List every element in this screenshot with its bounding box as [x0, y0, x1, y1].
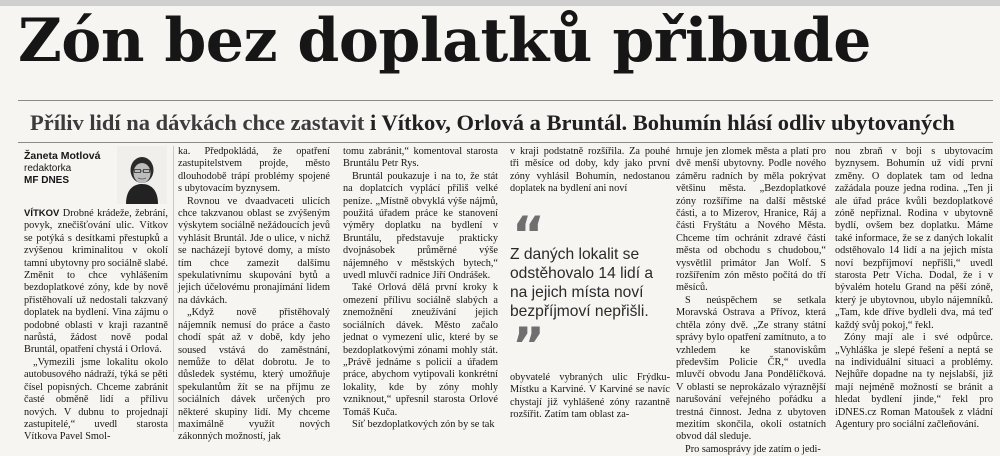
paragraph: „Vymezili jsme lokalitu okolo autobusového nádraží, týká se pěti čísel popisných. Chceme zabránit časté obměně lidí a přílivu nových. V dubnu to projednají zastupitelé,“ uvedl starosta Vítkova Pavel Smol- [24, 356, 168, 443]
divider [18, 142, 993, 143]
paragraph: Pro samosprávy jde zatím o jedi- [685, 443, 821, 455]
author-name: Žaneta Motlová [24, 150, 101, 162]
dateline: VÍTKOV [24, 208, 60, 219]
paragraph: Rovnou ve dvaadvaceti ulicích chce takzvanou oblast se zvýšeným výskytem sociálně nežádoucích jevů vyhlásit Bruntál. Jde o ulice, v nichž se nacházejí bytové domy, a místo tím chce zamezit dalšímu spekulativnímu skupování bytů a jejich účelovému pronajímání lidem na dávkách. [178, 195, 330, 306]
paragraph: „Když nově přistěhovalý nájemník nemusí do práce a často chodí spát až v době, kdy jeho soused vstává do zaměstnání, nemůže to dělat dobrotu. Je to důsledek systému, který umožňuje spekulantům žít se na příjmu ze sociálních dávek určených pro některé skupiny lidí. My chceme maximálně využít nových zákonných možností, jak [178, 307, 330, 443]
paragraph [24, 208, 168, 357]
subheadline-part-a: Příliv lidí na dávkách chce zastavit [30, 110, 370, 135]
paragraph: tomu zabránit,“ komentoval starosta Bruntálu Petr Rys. [343, 146, 498, 170]
paragraph: Síť bezdoplatkových zón by se tak [352, 418, 495, 430]
author-byline [24, 150, 114, 200]
article-column-5 [676, 146, 826, 455]
article-column-6 [835, 146, 993, 432]
headline: Zón bez doplatků přibude [18, 6, 871, 76]
subheadline [30, 108, 985, 138]
article-column-3 [343, 146, 498, 432]
article-column-1 [24, 208, 168, 443]
paragraph: Bruntál poukazuje i na to, že stát na doplatcích vyplácí příliš velké peníze. „Místně obvyklá výše nájmů, použitá úřadem práce ke stanovení výměry doplatku na bydlení v Bruntálu, představuje prakticky dvojnásobek průměrné výše nájemného v městských bytech,“ uvedl mluvčí radnice Jiří Ondrášek. [343, 170, 498, 282]
paragraph: v kraji podstatně rozšířila. Za pouhé tři měsíce od doby, kdy jako první zóny vyhlásil Bohumín, nedostanou doplatek na bydlení ani noví [510, 146, 670, 195]
paragraph: S neúspěchem se setkala Moravská Ostrava a Přívoz, která chtěla zóny dvě. „Ze strany státní správy bylo opatření zamítnuto, a to vzhledem ke stanoviskům především Policie ČR,“ uvedla mluvčí obvodu Jana Pondělíčková. V oblasti se neprokázalo výraznější narušování veřejného pořádku a trestná činnost. Jedna z ubytoven mezitím skončila, okolí ostatních obvod dál sleduje. [676, 294, 826, 443]
paragraph: ka. Předpokládá, že opatření zastupitelstvem projde, město dlouhodobě trápí problémy spojené s ubytovacím byznysem. [178, 146, 330, 195]
paragraph: Také Orlová dělá první kroky k omezení přílivu sociálně slabých a znemožnění zneužívání jejich sociálních dávek. Město začalo jednat o vymezení ulic, které by se bezdoplatkovými zónami mohly stát. „Právě jednáme s policií a úřadem práce, abychom vytipovali konkrétní lokality, kde by zóny mohly vzniknout,“ upřesnil starosta Orlové Tomáš Kuča. [343, 282, 498, 418]
article-column-4-bottom [510, 372, 670, 432]
quote-close-icon: ” [512, 317, 545, 375]
paragraph-text: Drobné krádeže, žebrání, povyk, znečišťování ulic. Vítkov se potýká s desítkami přestupků a zvýšenou kriminalitou v okolí tamní ubytovny pro sociálně slabé. Změnit to chce vyhlášením bezdoplatkové zóny, kde by nově přistěhovalí už nedostali takzvaný doplatek na bydlení. Vina zájmu o podobné oblasti v kraji razantně narůstá, žádost nově podal Bruntál, opatření chystá i Orlová. [24, 208, 168, 356]
paragraph: Zóny mají ale i své odpůrce. „Vyhláška je slepé řešení a neptá se na individuální situaci a problémy. Nejhůře dopadne na ty nejslabší, již mají nejméně možností se bránit a hledat bydlení jinde,“ řekl pro iDNES.cz Roman Matoušek z vládní Agentury pro sociální začleňování. [835, 332, 993, 430]
paragraph: hrnuje jen zlomek města a platí pro dvě menší ubytovny. Podle nového záměru radních by měla pokrývat většinu města. „Bezdoplatkové zóny rozšíříme na další městské části, a to Mizerov, Hranice, Ráj a části Fryštátu a Nového Města. Chceme tím ochránit zdravé části města od obchodu s chudobou,“ vysvětlil primátor Jan Wolf. S rozšířením zón město počítá do tří měsíců. [676, 146, 826, 294]
subheadline-part-b: i Vítkov, Orlová a Bruntál. Bohumín hlásí odliv ubytovaných [370, 110, 955, 135]
paragraph: obyvatelé vybraných ulic Frýdku-Místku a Karviné. V Karviné se navíc chystají již vyhlášené zóny razantně rozšířit. Zatím tam oblast za- [510, 372, 670, 421]
author-role: redaktorka [24, 162, 72, 174]
pull-quote: Z daných lokalit se odstěhovalo 14 lidí a na jejich místa noví bezpříjmoví nepřišli. [510, 246, 654, 320]
author-photo [117, 146, 167, 204]
column-separator [173, 146, 174, 432]
article-column-2 [178, 146, 330, 443]
article-column-4-top [510, 146, 670, 210]
quote-open-icon: “ [512, 206, 545, 264]
paragraph: nou zbraň v boji s ubytovacím byznysem. Bohumín už vidí první změny. O doplatek tam od ledna zažádala pouze jedna rodina. „Ten ji ale úřad práce kvůli bezdoplatkové zóně nepřiznal. Rodina v ubytovně bydlí, ovšem bez doplatku. Máme také informace, že se z daných lokalit odstěhovalo 14 lidí a na jejich místa noví bezpříjmoví nepřišli,“ uvedl starosta Petr Vícha. Dodal, že i v bývalém hotelu Grand na pěší zóně, který je ubytovnou, ubylo nájemníků. „Tam, kde dříve bydleli dva, má teď každý svůj pokoj,“ řekl. [835, 146, 993, 331]
author-outlet: MF DNES [24, 175, 69, 186]
divider [18, 100, 993, 101]
